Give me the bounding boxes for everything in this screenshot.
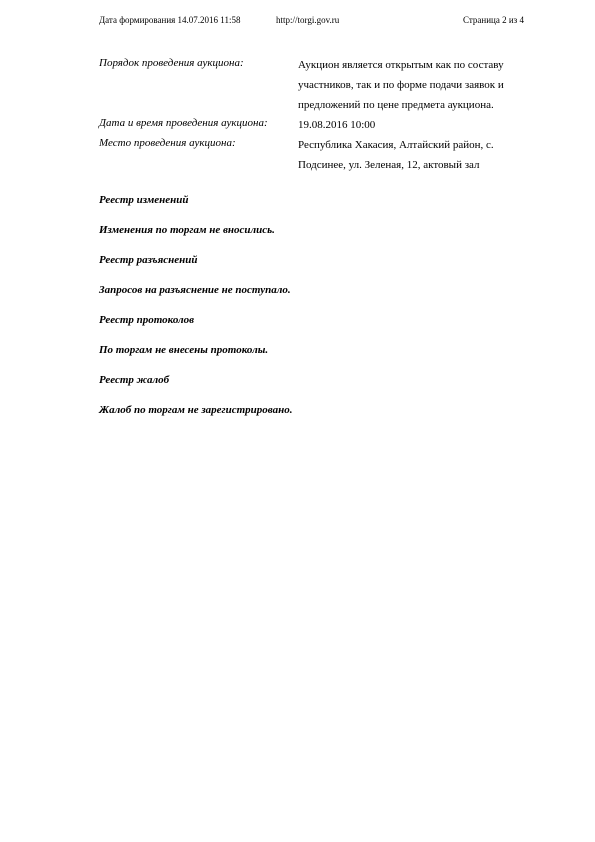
info-label: Порядок проведения аукциона: bbox=[99, 57, 244, 69]
info-row-procedure bbox=[99, 55, 529, 115]
registers-section bbox=[99, 192, 529, 432]
protocols-register-title: Реестр протоколов bbox=[99, 314, 195, 326]
page-number: Страница 2 из 4 bbox=[463, 15, 524, 25]
clarifications-register-text: Запросов на разъяснение не поступало. bbox=[99, 284, 291, 296]
complaints-register-text: Жалоб по торгам не зарегистрировано. bbox=[99, 404, 293, 416]
info-label: Дата и время проведения аукциона: bbox=[99, 117, 268, 129]
info-label: Место проведения аукциона: bbox=[99, 137, 236, 149]
info-row-location bbox=[99, 135, 529, 175]
info-value: 19.08.2016 10:00 bbox=[298, 119, 376, 131]
info-value: Аукцион является открытым как по составу участников, так и по форме подачи заявок и предложений по цене предмета аукциона. bbox=[298, 59, 504, 111]
page-header bbox=[0, 15, 595, 29]
generation-date: Дата формирования 14.07.2016 11:58 bbox=[99, 15, 241, 25]
protocols-register-text: По торгам не внесены протоколы. bbox=[99, 344, 269, 356]
complaints-register-title: Реестр жалоб bbox=[99, 374, 170, 386]
info-row-datetime bbox=[99, 115, 529, 135]
auction-info-table bbox=[99, 55, 529, 175]
info-value: Республика Хакасия, Алтайский район, с. Подсинее, ул. Зеленая, 12, актовый зал bbox=[298, 139, 494, 171]
changes-register-text: Изменения по торгам не вносились. bbox=[99, 224, 275, 236]
changes-register-title: Реестр изменений bbox=[99, 194, 189, 206]
source-url: http://torgi.gov.ru bbox=[276, 15, 340, 25]
clarifications-register-title: Реестр разъяснений bbox=[99, 254, 198, 266]
